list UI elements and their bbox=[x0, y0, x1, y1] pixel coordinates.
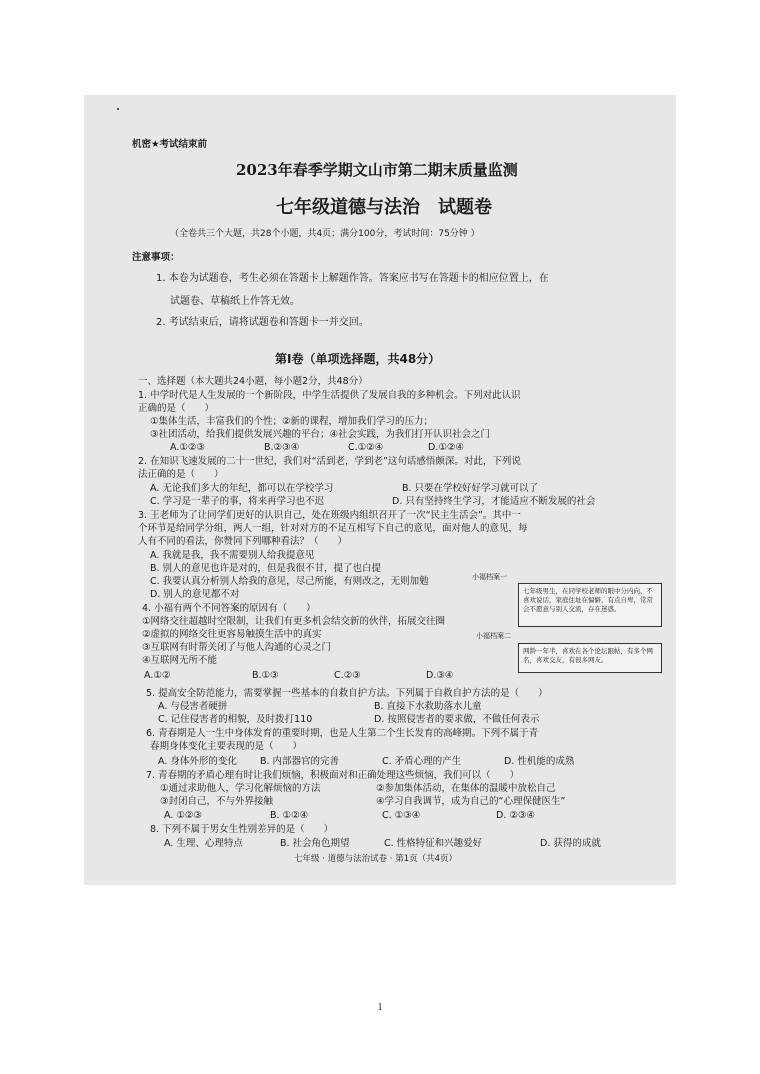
page-number: 1 bbox=[377, 1002, 383, 1013]
exam-title: 2023年春季学期文山市第二期末质量监测 bbox=[236, 161, 518, 179]
option: D. 获得的成就 bbox=[540, 838, 601, 849]
question-line: ④学习自我调节，成为自己的“心理保健医生” bbox=[376, 796, 566, 807]
question-7: 7. 青春期的矛盾心理有时让我们烦恼，积极面对和正确处理这些烦恼，我们可以（ ） bbox=[146, 770, 520, 781]
exam-subtitle: 七年级道德与法治 试题卷 bbox=[276, 197, 492, 218]
page-footer: 七年级 · 道德与法治试卷 · 第1页（共4页） bbox=[294, 854, 458, 864]
exam-info: （全卷共三个大题，共28个小题，共4页；满分100分，考试时间：75分钟 ） bbox=[170, 229, 480, 239]
option: B. 内部器官的完善 bbox=[260, 756, 340, 767]
option: C. 矛盾心理的产生 bbox=[382, 756, 462, 767]
question-line: ②参加集体活动，在集体的温暖中放松自己 bbox=[376, 783, 556, 794]
question-2: 2. 在知识飞速发展的二十一世纪，我们对“活到老，学到老”这句话感悟颇深。对此，下列说 bbox=[138, 456, 521, 467]
question-line: ③封闭自己，不与外界接触 bbox=[160, 796, 274, 807]
question-line: ①网络交往超越时空限制，让我们有更多机会结交新的伙伴，拓展交往圈 bbox=[142, 616, 446, 627]
notice-item: 2. 考试结束后，请将试题卷和答题卡一并交回。 bbox=[156, 317, 369, 328]
option: A. 身体外形的变化 bbox=[158, 756, 237, 767]
secret-mark: 机密★考试结束前 bbox=[132, 139, 208, 150]
option: A. 生理、心理特点 bbox=[164, 838, 243, 849]
question-5: 5. 提高安全防范能力，需要掌握一些基本的自救自护方法。下列属于自救自护方法的是（ ） bbox=[146, 688, 548, 699]
option: B. 社会角色期望 bbox=[280, 838, 350, 849]
option: C.①②④ bbox=[348, 442, 384, 453]
notice-heading: 注意事项： bbox=[132, 252, 180, 263]
option: A. 我就是我，我不需要别人给我提意见 bbox=[150, 550, 315, 561]
question-line: 个环节是给同学分组，两人一组，针对对方的不足互相写下自己的意见，面对他人的意见，每 bbox=[138, 523, 528, 534]
option: D. 只有坚持终生学习，才能适应不断发展的社会 bbox=[392, 496, 596, 507]
question-line: ③互联网有时帮关闭了与他人沟通的心灵之门 bbox=[142, 642, 332, 653]
notice-item: 1. 本卷为试题卷，考生必须在答题卡上解题作答。答案应书写在答题卡的相应位置上，在 bbox=[156, 273, 549, 284]
option: A. 与侵害者硬拼 bbox=[158, 701, 228, 712]
option: C.②③ bbox=[334, 670, 361, 681]
option: A.①② bbox=[144, 670, 171, 681]
speck bbox=[117, 108, 119, 110]
section-title: 一、选择题（本大题共24小题，每小题2分，共48分） bbox=[138, 376, 368, 387]
part-title: 第Ⅰ卷（单项选择题，共48分） bbox=[275, 352, 441, 366]
option: B. ①②④ bbox=[270, 810, 309, 821]
option: B. 别人的意见也许是对的，但是我很不甘，提了也白提 bbox=[150, 563, 382, 574]
notice-item: 试题卷、草稿纸上作答无效。 bbox=[170, 296, 300, 307]
option: D.③④ bbox=[426, 670, 454, 681]
option: A. ①②③ bbox=[164, 810, 202, 821]
question-line: 人有不同的看法，你赞同下列哪种看法？（ ） bbox=[138, 536, 348, 547]
option: A. 无论我们多大的年纪，都可以在学校学习 bbox=[150, 483, 334, 494]
option: C. 学习是一辈子的事，将来再学习也不迟 bbox=[150, 496, 325, 507]
question-line: 正确的是（ ） bbox=[138, 403, 215, 414]
question-1: 1. 中学时代是人生发展的一个新阶段，中学生活提供了发展自我的多种机会。下列对此认识 bbox=[138, 390, 521, 401]
option: B. 直接下水救助落水儿童 bbox=[374, 701, 482, 712]
option: D. ②③④ bbox=[496, 810, 535, 821]
option: B. 只要在学校好好学习就可以了 bbox=[402, 483, 539, 494]
option: A.①②③ bbox=[170, 442, 205, 453]
option: D. 按照侵害者的要求做，不做任何表示 bbox=[374, 714, 540, 725]
material-text: 网龄一年半，喜欢在各个论坛跟帖，有多个网名，喜欢交友，有很多网友。 bbox=[523, 647, 653, 664]
question-4: 4. 小福有两个不同答案的原因有（ ） bbox=[142, 603, 316, 614]
question-line: ①通过求助他人，学习化解烦恼的方法 bbox=[160, 783, 321, 794]
scanned-exam-page bbox=[84, 95, 676, 885]
option: D.①②④ bbox=[428, 442, 464, 453]
question-line: ②虚拟的网络交往更容易触摸生活中的真实 bbox=[142, 629, 322, 640]
material-tag: 小福档案二 bbox=[476, 632, 511, 640]
question-3: 3. 王老师为了让同学们更好的认识自己，处在班级内组织召开了一次“民主生活会”。其中一 bbox=[138, 510, 521, 521]
option: B.①③ bbox=[252, 670, 279, 681]
material-text: 七年级男生，在同学校老师的眼中分内向、不喜欢说话，家庭住址在偏僻，有点自卑，常常会不愿意与别人交流，存在迷惑。 bbox=[523, 587, 653, 613]
option: C. 我要认真分析别人给我的意见，尽己所能，有则改之，无则加勉 bbox=[150, 576, 429, 587]
question-line: ④互联网无所不能 bbox=[142, 655, 218, 666]
question-line: 法正确的是（ ） bbox=[138, 469, 224, 480]
question-6: 6. 青春期是人一生中身体发育的重要时期，也是人生第二个生长发育的高峰期。下列不属于青 bbox=[146, 728, 539, 739]
question-8: 8. 下列不属于男女生性别差异的是（ ） bbox=[150, 824, 334, 835]
question-line: ③社团活动，给我们提供发展兴趣的平台；④社会实践，为我们打开认识社会之门 bbox=[150, 429, 491, 440]
question-line: ①集体生活，丰富我们的个性；②新的课程，增加我们学习的压力； bbox=[150, 416, 434, 427]
material-box bbox=[518, 583, 662, 627]
material-box bbox=[518, 643, 662, 673]
option: D. 别人的意见都不对 bbox=[150, 589, 240, 600]
option: C. 记住侵害者的相貌，及时拨打110 bbox=[158, 714, 313, 725]
option: C. ①③④ bbox=[382, 810, 421, 821]
question-line: 春期身体变化主要表现的是（ ） bbox=[150, 741, 303, 752]
option: D. 性机能的成熟 bbox=[504, 756, 575, 767]
material-tag: 小福档案一 bbox=[472, 573, 507, 581]
option: C. 性格特征和兴趣爱好 bbox=[384, 838, 483, 849]
option: B.②③④ bbox=[264, 442, 300, 453]
